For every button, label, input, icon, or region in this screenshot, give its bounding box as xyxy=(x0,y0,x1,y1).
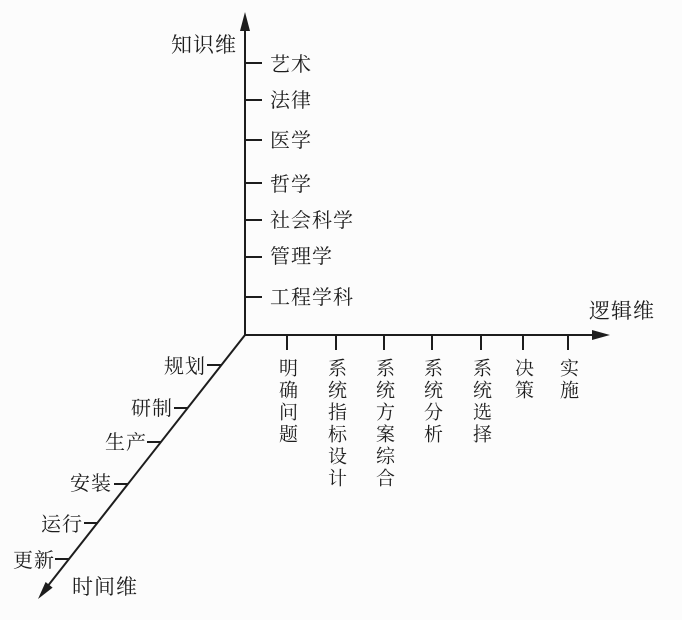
knowledge-item-label: 医学 xyxy=(270,128,312,152)
knowledge-item-label: 管理学 xyxy=(270,244,333,268)
knowledge-axis-arrow xyxy=(240,12,250,31)
knowledge-item-label: 社会科学 xyxy=(270,208,354,232)
logic-item-label: 决策 xyxy=(512,358,534,402)
logic-item-label: 明确问题 xyxy=(276,358,298,446)
time-item-label: 安装 xyxy=(70,471,112,495)
knowledge-item-label: 哲学 xyxy=(270,172,312,196)
logic-item-label: 系统方案综合 xyxy=(373,358,395,490)
logic-item-label: 系统指标设计 xyxy=(325,358,347,490)
time-axis-line xyxy=(47,335,245,587)
knowledge-item-label: 法律 xyxy=(270,88,312,112)
time-axis-arrow xyxy=(38,582,53,599)
logic-axis-label: 逻辑维 xyxy=(589,299,655,323)
time-item-label: 规划 xyxy=(164,354,206,378)
knowledge-item-label: 艺术 xyxy=(270,52,312,76)
time-item-label: 研制 xyxy=(131,396,173,420)
time-axis-label: 时间维 xyxy=(72,575,138,599)
time-item-label: 生产 xyxy=(105,430,147,454)
knowledge-item-label: 工程学科 xyxy=(270,285,354,309)
time-item-label: 运行 xyxy=(41,512,83,536)
logic-item-label: 实施 xyxy=(557,358,579,402)
logic-item-label: 系统选择 xyxy=(470,358,492,446)
logic-item-label: 系统分析 xyxy=(421,358,443,446)
time-item-label: 更新 xyxy=(13,548,55,572)
knowledge-axis-label: 知识维 xyxy=(171,33,237,57)
logic-axis-arrow xyxy=(592,330,610,340)
